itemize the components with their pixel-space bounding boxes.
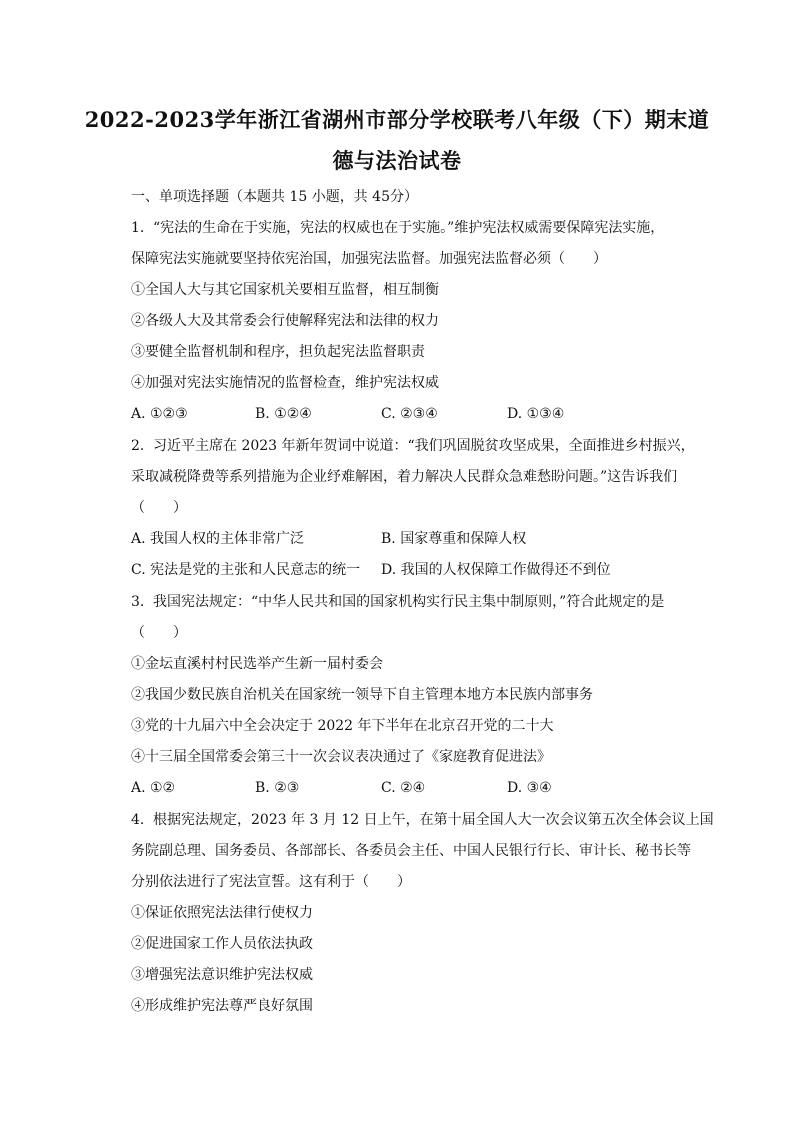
question-3-stem: 我国宪法规定：“中华人民共和国的国家机构实行民主集中制原则，”符合此规定的是 — [153, 594, 665, 610]
question-4-statement-4: ④形成维护宪法尊严良好氛围 — [131, 998, 313, 1014]
question-1-option-c: C. ②③④ — [381, 406, 438, 422]
question-1-number: 1. — [131, 220, 145, 236]
question-1-statement-2: ②各级人大及其常委会行使解释宪法和法律的权力 — [131, 313, 439, 329]
exam-title-line1: 2022-2023学年浙江省湖州市部分学校联考八年级（下）期末道 — [84, 107, 710, 132]
question-2-line-2: 采取减税降费等系列措施为企业纾难解困，着力解决人民群众急难愁盼问题。”这告诉我们 — [131, 469, 678, 485]
question-3-statement-4: ④十三届全国常委会第三十一次会议表决通过了《家庭教育促进法》 — [131, 749, 551, 765]
question-4-statement-2: ②促进国家工作人员依法执政 — [131, 936, 313, 952]
question-3-option-a: A. ①② — [131, 780, 176, 796]
question-2-option-d: D. 我国的人权保障工作做得还不到位 — [381, 562, 611, 578]
question-3-statement-3: ③党的十九届六中全会决定于 2022 年下半年在北京召开党的二十大 — [131, 718, 554, 734]
question-3-number: 3. — [131, 594, 145, 610]
question-4-stem: 根据宪法规定，2023 年 3 月 12 日上午，在第十届全国人大一次会议第五次全体会议上国 — [153, 812, 714, 828]
question-4-line-1 — [131, 810, 714, 830]
question-4-statement-3: ③增强宪法意识维护宪法权威 — [131, 967, 313, 983]
question-3-option-d: D. ③④ — [507, 780, 552, 796]
question-2-option-c: C. 宪法是党的主张和人民意志的统一 — [131, 562, 361, 578]
question-3-option-c: C. ②④ — [381, 780, 426, 796]
question-4-number: 4. — [131, 812, 145, 828]
question-3-statement-1: ①金坛直溪村村民选举产生新一届村委会 — [131, 656, 383, 672]
question-3-option-b: B. ②③ — [255, 780, 300, 796]
question-1-option-d: D. ①③④ — [507, 406, 565, 422]
question-3-line-2: （ ） — [131, 625, 187, 641]
question-2-line-1 — [131, 436, 695, 456]
question-2-option-b: B. 国家尊重和保障人权 — [381, 531, 527, 547]
question-4-line-3: 分别依法进行了宪法宣誓。这有利于（ ） — [131, 874, 411, 890]
question-3-statement-2: ②我国少数民族自治机关在国家统一领导下自主管理本地方本民族内部事务 — [131, 687, 593, 703]
question-2-number: 2. — [131, 438, 145, 454]
question-1-statement-1: ①全国人大与其它国家机关要相互监督，相互制衡 — [131, 282, 439, 298]
question-1-line-2: 保障宪法实施就要坚持依宪治国，加强宪法监督。加强宪法监督必须（ ） — [131, 251, 607, 267]
question-4-statement-1: ①保证依照宪法法律行使权力 — [131, 905, 313, 921]
question-1-statement-4: ④加强对宪法实施情况的监督检查，维护宪法权威 — [131, 375, 439, 391]
question-1-line-1 — [131, 218, 691, 238]
question-1-option-b: B. ①②④ — [255, 406, 312, 422]
question-2-stem: 习近平主席在 2023 年新年贺词中说道：“我们巩固脱贫攻坚成果，全面推进乡村振兴， — [153, 438, 695, 454]
question-3-line-1 — [131, 592, 691, 612]
question-2-line-3: （ ） — [131, 500, 187, 516]
question-4-line-2: 务院副总理、国务委员、各部部长、各委员会主任、中国人民银行行长、审计长、秘书长等 — [131, 843, 691, 859]
question-1-statement-3: ③要健全监督机制和程序，担负起宪法监督职责 — [131, 344, 425, 360]
question-1-stem: “宪法的生命在于实施，宪法的权威也在于实施。”维护宪法权威需要保障宪法实施， — [153, 220, 665, 236]
question-1-option-a: A. ①②③ — [131, 406, 188, 422]
exam-title-line2: 德与法治试卷 — [332, 148, 462, 173]
question-2-option-a: A. 我国人权的主体非常广泛 — [131, 531, 305, 547]
section-heading: 一、单项选择题（本题共 15 小题，共 45分） — [131, 189, 418, 205]
